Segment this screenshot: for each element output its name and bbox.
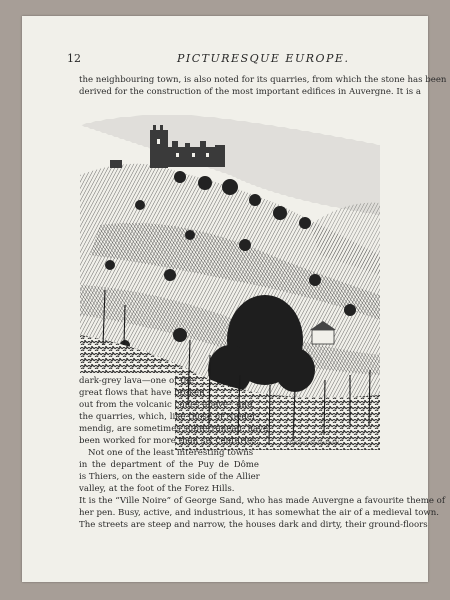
body-line: been worked for more than six centuries. bbox=[79, 436, 260, 446]
body-line: in the department of the Puy de Dôme bbox=[79, 460, 259, 470]
illustration-caption: Château de Tournoël. bbox=[286, 440, 341, 446]
page-number: 12 bbox=[67, 52, 81, 65]
body-line: out from the volcanic cones above ; and bbox=[79, 400, 253, 410]
running-title: PICTURESQUE EUROPE. bbox=[177, 52, 350, 65]
body-line: The streets are steep and narrow, the houses dark and dirty, their ground-floors bbox=[79, 520, 428, 530]
body-line: her pen. Busy, active, and industrious, it has somewhat the air of a medieval town. bbox=[79, 508, 440, 518]
body-line: derived for the construction of the most important edifices in Auvergne. It is a bbox=[79, 87, 421, 97]
body-line: Not one of the least interesting towns bbox=[88, 448, 254, 458]
body-line: mendig, are sometimes subterranean, have bbox=[79, 424, 269, 434]
body-line: is Thiers, on the eastern side of the Allier bbox=[79, 472, 260, 482]
body-line: great flows that have broken bbox=[79, 388, 205, 398]
body-line: dark-grey lava—one of the bbox=[79, 376, 195, 386]
body-line: valley, at the foot of the Forez Hills. bbox=[79, 484, 235, 494]
body-line: the quarries, which, like those of Nieder- bbox=[79, 412, 259, 422]
body-line: the neighbouring town, is also noted for its quarries, from which the stone has been bbox=[79, 75, 447, 85]
body-line: It is the “Ville Noire” of George Sand, who has made Auvergne a favourite theme of bbox=[79, 496, 446, 506]
